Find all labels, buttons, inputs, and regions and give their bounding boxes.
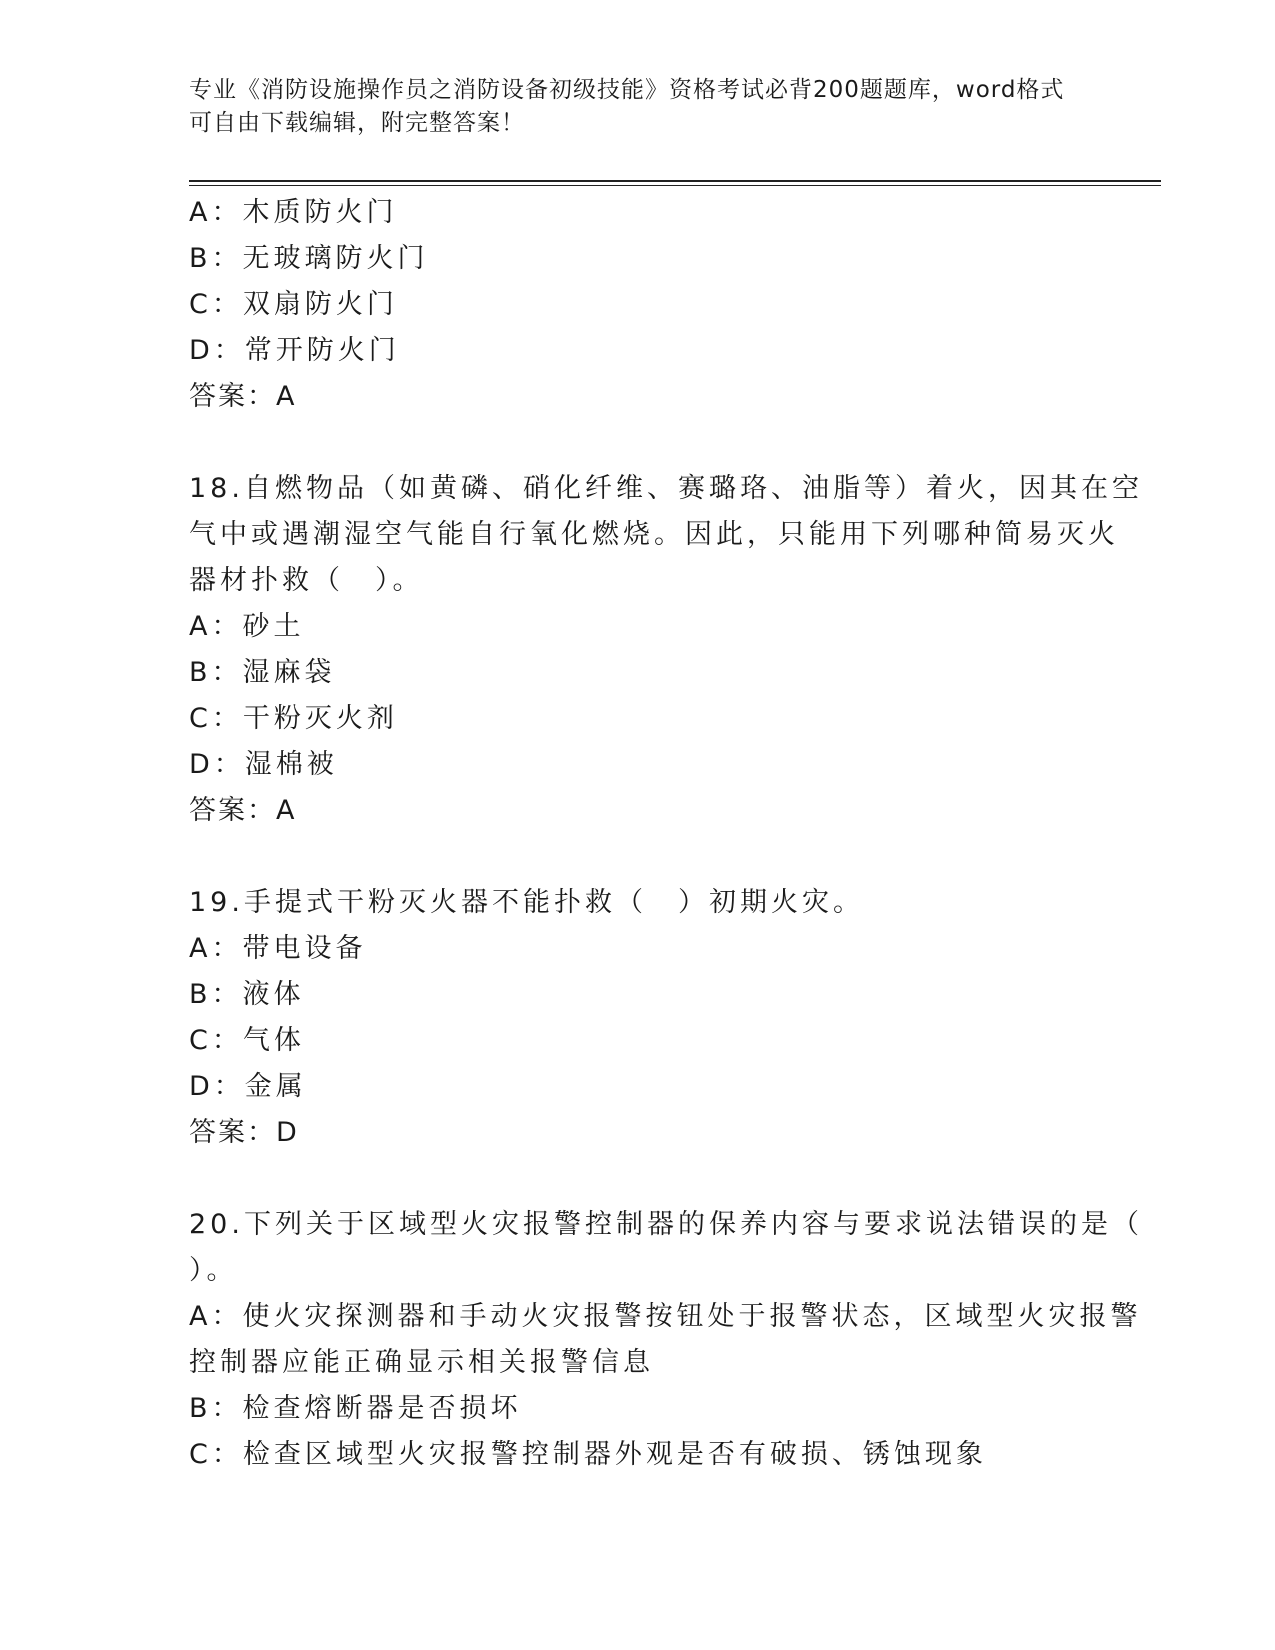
question-20 [189, 1202, 1143, 1478]
question-17 [189, 190, 1089, 420]
question-text-line: 气中或遇潮湿空气能自行氧化燃烧。因此，只能用下列哪种简易灭火 [189, 519, 1119, 550]
option-b: B：检查熔断器是否损坏 [189, 1393, 522, 1424]
option-a-continued: 控制器应能正确显示相关报警信息 [189, 1347, 654, 1378]
option-b: B：无玻璃防火门 [189, 243, 429, 274]
option-d: D：常开防火门 [189, 335, 400, 366]
answer: 答案：D [189, 1117, 299, 1148]
spacer [189, 834, 1089, 880]
option-b: B：液体 [189, 979, 305, 1010]
option-a: A：砂土 [189, 611, 305, 642]
option-a: A：木质防火门 [189, 197, 398, 228]
option-b: B：湿麻袋 [189, 657, 336, 688]
option-c: C：干粉灭火剂 [189, 703, 398, 734]
answer: 答案：A [189, 381, 297, 412]
option-d: D：湿棉被 [189, 749, 338, 780]
question-text-line: 20.下列关于区域型火灾报警控制器的保养内容与要求说法错误的是（ [189, 1209, 1143, 1240]
question-content [189, 190, 1143, 1478]
question-text-line: 18.自燃物品（如黄磷、硝化纤维、赛璐珞、油脂等）着火，因其在空 [189, 473, 1143, 504]
document-header: 专业《消防设施操作员之消防设备初级技能》资格考试必背200题题库，word格式可自由下载编辑，附完整答案！ [189, 77, 1065, 136]
question-19 [189, 880, 1089, 1156]
option-c: C：双扇防火门 [189, 289, 398, 320]
header-divider [189, 180, 1161, 186]
question-text-line: 器材扑救（ ）。 [189, 565, 424, 596]
option-c: C：检查区域型火灾报警控制器外观是否有破损、锈蚀现象 [189, 1439, 987, 1470]
option-a: A：使火灾探测器和手动火灾报警按钮处于报警状态，区域型火灾报警 [189, 1301, 1142, 1332]
option-d: D：金属 [189, 1071, 307, 1102]
question-text-line: 19.手提式干粉灭火器不能扑救（ ）初期火灾。 [189, 887, 864, 918]
spacer [189, 1156, 1089, 1202]
spacer [189, 420, 1089, 466]
question-18 [189, 466, 1143, 834]
question-text-line: ）。 [189, 1255, 238, 1286]
option-c: C：气体 [189, 1025, 305, 1056]
option-a: A：带电设备 [189, 933, 367, 964]
answer: 答案：A [189, 795, 297, 826]
